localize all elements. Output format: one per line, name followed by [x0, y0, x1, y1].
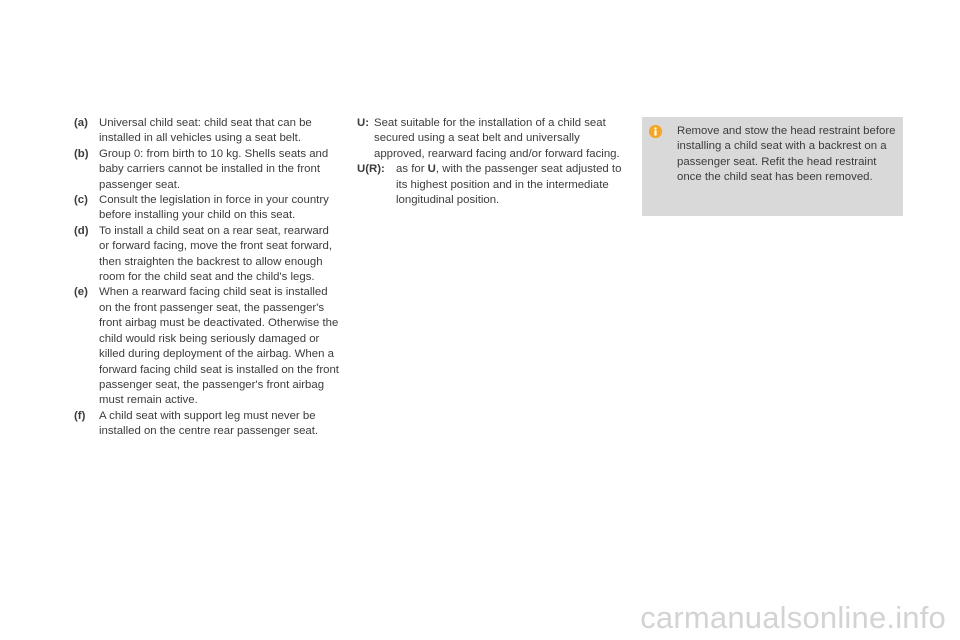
info-text: Remove and stow the head restraint before installing a child seat with a backrest on a passenger seat. Refit the head restraint once the child seat has been removed.: [677, 125, 896, 184]
note-text: When a rearward facing child seat is installed on the front passenger seat, the passenger's front airbag must be deactivated. Otherwise the child would risk being seriously damaged or killed during deployment of the airbag. When a forward facing child seat is installed on the front passenger seat, the passenger's front airbag must remain active.: [99, 286, 339, 407]
code-text-after: , with the passenger seat adjusted to its highest position and in the intermediate longitudinal position.: [396, 163, 622, 207]
code-key: U:: [357, 117, 370, 129]
note-f: [74, 409, 340, 440]
note-key: (b): [74, 147, 89, 160]
note-key: (c): [74, 194, 88, 207]
watermark: carmanualsonline.info: [640, 600, 946, 635]
note-key: (f): [74, 409, 86, 422]
note-d: [74, 224, 340, 286]
note-key: (d): [74, 224, 89, 237]
info-icon: [649, 125, 662, 138]
note-text: Consult the legislation in force in your country before installing your child on this seat.: [99, 194, 329, 222]
code-u: [357, 116, 627, 162]
code-text-before: as for: [396, 163, 428, 176]
note-b: [74, 147, 340, 193]
notes-column: [74, 116, 340, 440]
note-key: (a): [74, 117, 88, 129]
info-box: [642, 117, 903, 216]
code-text-bold: U: [427, 163, 436, 176]
code-text: Seat suitable for the installation of a child seat secured using a seat belt and universally approved, rearward facing and/or forward facing.: [374, 117, 620, 160]
code-ur: [357, 162, 627, 208]
note-a: [74, 116, 340, 147]
code-key: U(R):: [357, 163, 385, 176]
note-key: (e): [74, 286, 88, 299]
note-e: [74, 285, 340, 408]
note-text: To install a child seat on a rear seat, rearward or forward facing, move the front seat forward, then straighten the backrest to allow enough room for the child seat and the child's legs.: [99, 224, 332, 284]
code-text: [396, 162, 627, 208]
note-text: A child seat with support leg must never be installed on the centre rear passenger seat.: [99, 409, 319, 438]
note-text: Universal child seat: child seat that can be installed in all vehicles using a seat belt.: [99, 117, 312, 145]
note-c: [74, 193, 340, 224]
codes-column: [357, 116, 627, 208]
note-text: Group 0: from birth to 10 kg. Shells seats and baby carriers cannot be installed in the front passenger seat.: [99, 147, 329, 191]
